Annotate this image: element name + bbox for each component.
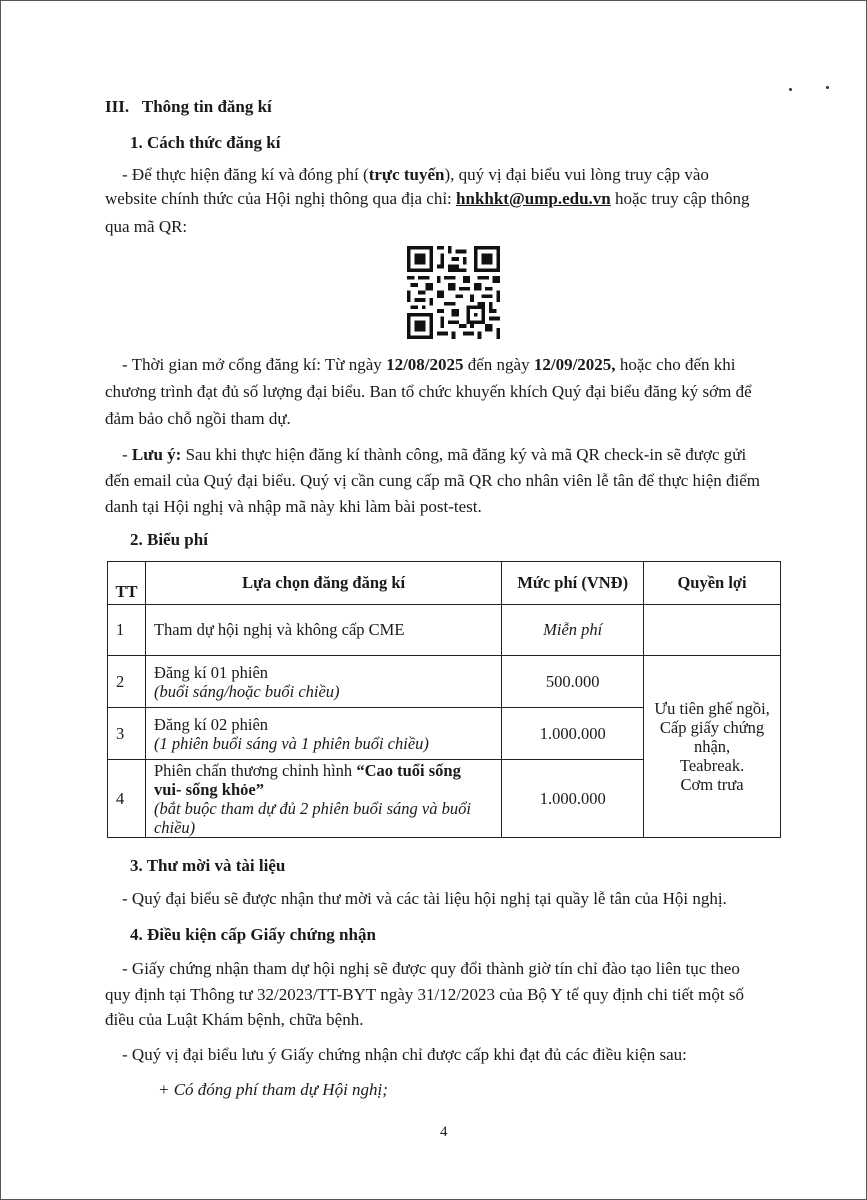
scan-dot — [826, 86, 829, 89]
paragraph-line — [105, 186, 750, 211]
text: hoặc cho đến khi — [615, 355, 736, 374]
option-label: Phiên chấn thương chỉnh hình — [153, 760, 357, 780]
benefit-line: Ưu tiên ghế ngồi, — [654, 699, 770, 718]
section-heading — [105, 94, 272, 119]
paragraph-line: quy định tại Thông tư 32/2023/TT-BYT ngày 31/12/2023 của Bộ Y tế quy định chi tiết một số — [105, 985, 744, 1004]
header-benefits: Quyền lợi — [644, 562, 781, 605]
row-fee: 1.000.000 — [502, 760, 644, 838]
paragraph-line: điều của Luật Khám bệnh, chữa bệnh. — [105, 1010, 364, 1029]
row-fee: Miễn phí — [502, 605, 644, 656]
text: Sau khi thực hiện đăng kí thành công, mã đăng ký và mã QR check-in sẽ được gửi — [181, 445, 747, 464]
registration-qr-code[interactable] — [407, 246, 500, 339]
fee-table — [107, 561, 781, 838]
paragraph-line: danh tại Hội nghị và nhập mã này khi làm bài post-test. — [105, 497, 482, 516]
close-date: 12/09/2025, — [533, 355, 616, 374]
text: đến ngày — [463, 355, 534, 374]
text: ), quý vị đại biểu vui lòng truy cập vào — [444, 165, 709, 184]
row-fee: 500.000 — [502, 656, 644, 708]
option-label: Đăng kí 01 phiên — [153, 662, 269, 682]
condition-item: + Có đóng phí tham dự Hội nghị; — [158, 1080, 388, 1099]
open-date: 12/08/2025 — [386, 355, 464, 374]
paragraph-line — [122, 162, 709, 187]
table-row — [108, 605, 781, 656]
text: - — [122, 445, 132, 464]
benefit-line: Teabreak. — [679, 756, 745, 775]
row-number: 3 — [108, 708, 146, 760]
paragraph-line: đảm bảo chỗ ngồi tham dự. — [105, 409, 291, 428]
paragraph-line — [122, 442, 746, 467]
text: - Thời gian mở cổng đăng kí: Từ ngày — [122, 355, 387, 374]
paragraph-line — [122, 352, 735, 377]
paragraph-line: - Giấy chứng nhận tham dự hội nghị sẽ được quy đổi thành giờ tín chỉ đào tạo liên tục theo — [122, 959, 740, 978]
row-fee: 1.000.000 — [502, 708, 644, 760]
header-fee: Mức phí (VNĐ) — [502, 562, 644, 605]
page-number: 4 — [440, 1124, 448, 1140]
option-label: Đăng kí 02 phiên — [153, 714, 269, 734]
header-option: Lựa chọn đăng đăng kí — [145, 562, 501, 605]
section-title: Thông tin đăng kí — [141, 97, 272, 116]
row-number: 1 — [108, 605, 146, 656]
row-option: Tham dự hội nghị và không cấp CME — [145, 605, 501, 656]
option-note: (1 phiên buổi sáng và 1 phiên buổi chiều) — [153, 733, 429, 753]
row-option — [145, 760, 501, 838]
header-tt: TT — [108, 562, 146, 605]
email-link[interactable]: hnkhkt@ump.edu.vn — [456, 189, 611, 208]
paragraph-line: - Quý đại biểu sẽ được nhận thư mời và các tài liệu hội nghị tại quầy lễ tân của Hội nghị. — [122, 889, 727, 908]
subsection-1-title: 1. Cách thức đăng kí — [130, 133, 281, 152]
scan-dot — [789, 88, 792, 91]
subsection-3-title: 3. Thư mời và tài liệu — [130, 856, 286, 875]
text: - Để thực hiện đăng kí và đóng phí ( — [122, 165, 369, 184]
benefit-line: Cấp giấy chứng — [659, 718, 765, 737]
text: hoặc truy cập thông — [610, 189, 750, 208]
table-row — [108, 656, 781, 708]
row-option — [145, 708, 501, 760]
section-number: III. — [105, 97, 130, 116]
benefit-line: Cơm trưa — [680, 775, 744, 794]
row-benefits-empty — [644, 605, 781, 656]
table-header-row — [108, 562, 781, 605]
session-name: “Cao tuổi sống vui- sống khỏe” — [153, 760, 461, 799]
row-number: 2 — [108, 656, 146, 708]
option-note: (buổi sáng/hoặc buổi chiều) — [153, 681, 340, 701]
row-number: 4 — [108, 760, 146, 838]
paragraph-line: - Quý vị đại biểu lưu ý Giấy chứng nhận chỉ được cấp khi đạt đủ các điều kiện sau: — [122, 1045, 687, 1064]
text: website chính thức của Hội nghị thông qua địa chỉ: — [105, 189, 457, 208]
option-note: (bắt buộc tham dự đủ 2 phiên buổi sáng và buổi chiều) — [153, 798, 471, 837]
benefits-cell — [644, 656, 781, 838]
row-option — [145, 656, 501, 708]
paragraph-line: chương trình đạt đủ số lượng đại biểu. Ban tổ chức khuyến khích Quý đại biểu đăng ký sớm để — [105, 382, 752, 401]
note-label: Lưu ý: — [131, 445, 182, 464]
subsection-2-title: 2. Biểu phí — [130, 530, 208, 549]
benefit-line: nhận, — [693, 737, 731, 756]
paragraph-line: đến email của Quý đại biểu. Quý vị cần cung cấp mã QR cho nhân viên lễ tân để thực hiện điểm — [105, 471, 761, 490]
subsection-4-title: 4. Điều kiện cấp Giấy chứng nhận — [130, 925, 376, 944]
online-emphasis: trực tuyến — [368, 165, 445, 184]
paragraph-line: qua mã QR: — [105, 217, 188, 236]
